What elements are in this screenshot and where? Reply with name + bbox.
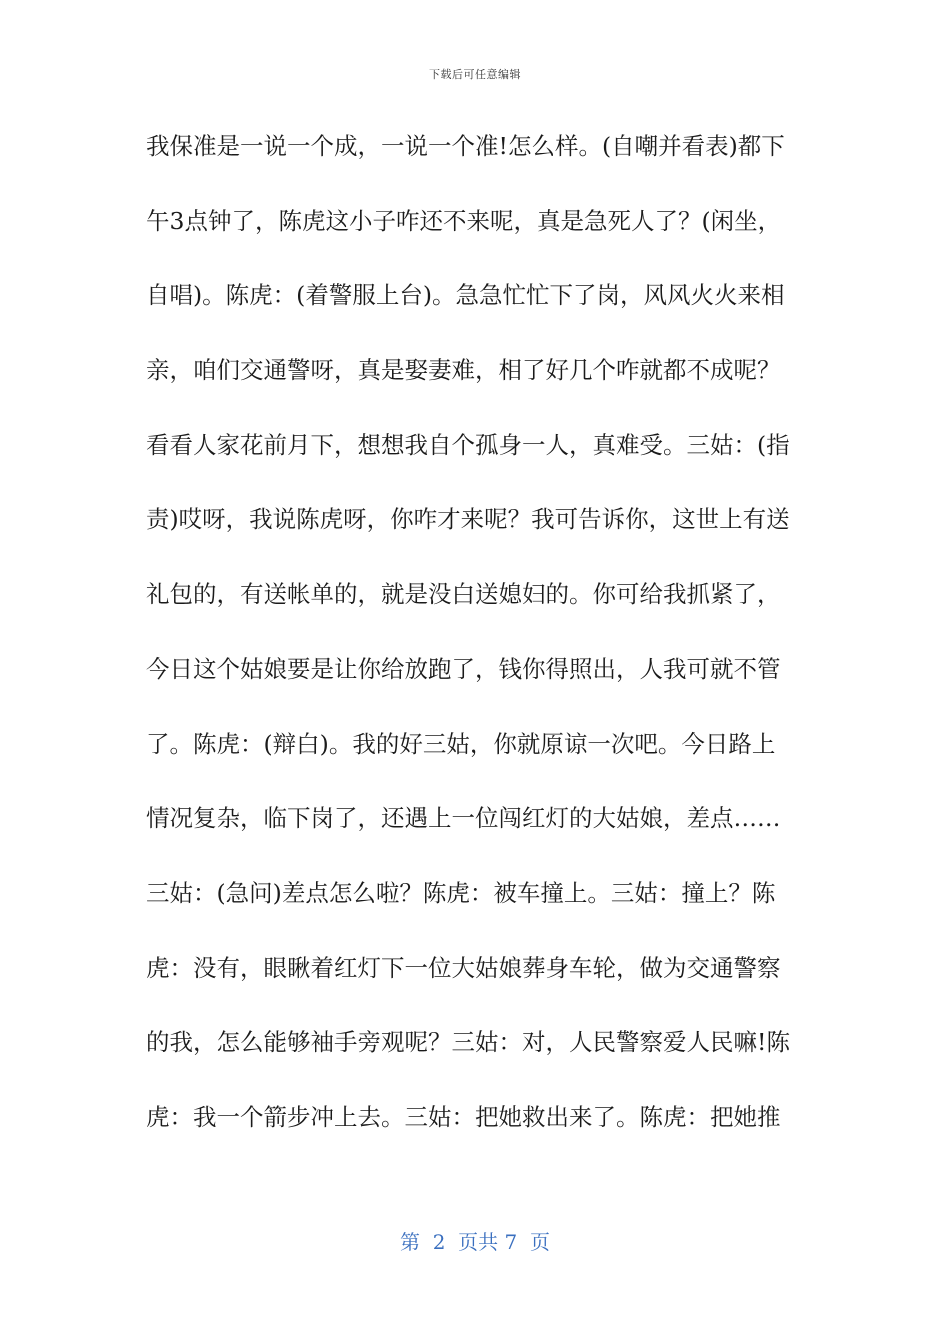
text-line-2: 午3点钟了，陈虎这小子咋还不来呢，真是急死人了？(闲坐， bbox=[146, 206, 782, 235]
text-line-11: 三姑：(急问)差点怎么啦？陈虎：被车撞上。三姑：撞上？陈 bbox=[146, 878, 776, 907]
text-line-6: 责)哎呀，我说陈虎呀，你咋才来呢？我可告诉你，这世上有送 bbox=[146, 505, 790, 534]
text-line-13: 的我，怎么能够袖手旁观呢？三姑：对，人民警察爱人民嘛!陈 bbox=[146, 1028, 790, 1057]
text-line-3: 自唱)。陈虎：(着警服上台)。急急忙忙下了岗，风风火火来相 bbox=[146, 281, 785, 310]
text-line-14: 虎：我一个箭步冲上去。三姑：把她救出来了。陈虎：把她推 bbox=[146, 1102, 781, 1131]
text-line-8: 今日这个姑娘要是让你给放跑了，钱你得照出，人我可就不管 bbox=[146, 654, 781, 683]
text-line-7: 礼包的，有送帐单的，就是没白送媳妇的。你可给我抓紧了， bbox=[146, 580, 781, 609]
page-header: 下载后可任意编辑 bbox=[429, 68, 521, 81]
text-line-9: 了。陈虎：(辩白)。我的好三姑，你就原谅一次吧。今日路上 bbox=[146, 729, 776, 758]
page-number-footer: 第 2 页共 7 页 bbox=[400, 1230, 550, 1254]
document-body bbox=[146, 124, 806, 1170]
text-line-4: 亲，咱们交通警呀，真是娶妻难，相了好几个咋就都不成呢？ bbox=[146, 356, 781, 385]
text-line-1: 我保准是一说一个成，一说一个准!怎么样。(自嘲并看表)都下 bbox=[146, 132, 785, 160]
text-line-12: 虎：没有，眼瞅着红灯下一位大姑娘葬身车轮，做为交通警察 bbox=[146, 953, 781, 982]
text-line-10: 情况复杂，临下岗了，还遇上一位闯红灯的大姑娘，差点…… bbox=[146, 804, 781, 833]
text-line-5: 看看人家花前月下，想想我自个孤身一人，真难受。三姑：(指 bbox=[146, 430, 790, 459]
